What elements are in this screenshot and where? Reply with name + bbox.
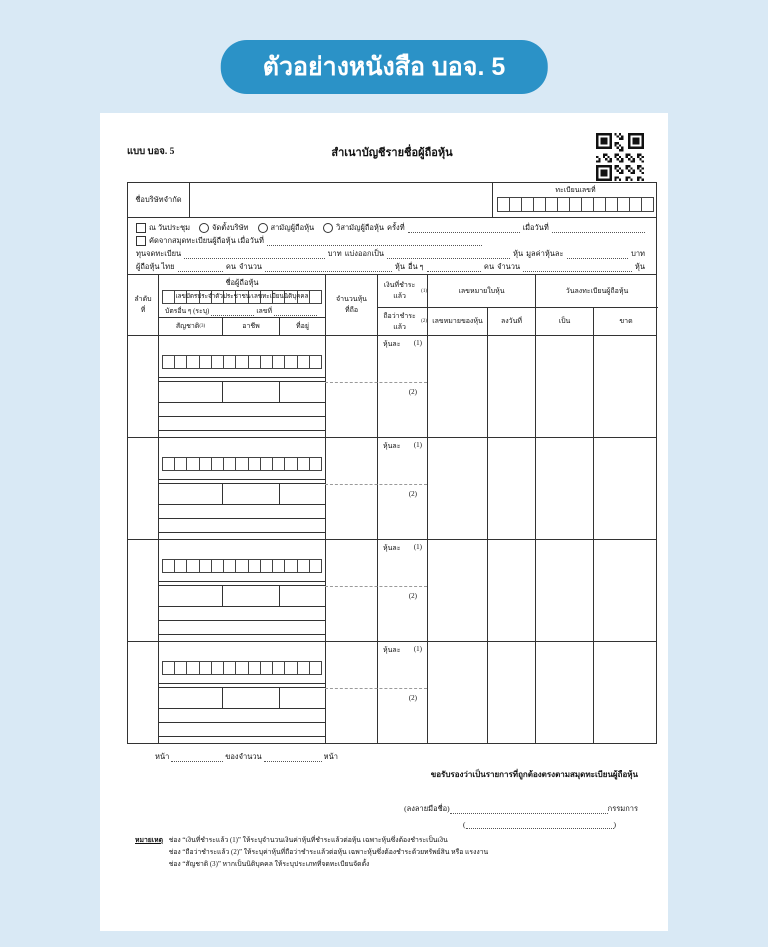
nationality-cell (159, 484, 222, 504)
nationality-occupation-address-row (159, 687, 325, 709)
per-share-label: หุ้นละ (383, 646, 401, 654)
nationality-occupation-address-row (159, 381, 325, 403)
registration-no-cell (492, 183, 658, 217)
ordinary-meeting-radio-icon (258, 223, 268, 233)
certificate-no-header: เลขหมายของหุ้น (427, 307, 487, 335)
capital-line (136, 247, 648, 260)
paren-close: ) (613, 819, 616, 829)
divided-blank (387, 249, 510, 259)
note-line-2 (135, 847, 488, 859)
page-count-line (155, 751, 340, 763)
shares-held-cell (325, 540, 377, 641)
other-card-blank-line (159, 369, 325, 378)
incorporation-radio-icon (199, 223, 209, 233)
form-code: แบบ บอจ. 5 (127, 147, 175, 157)
thai-count-blank (178, 262, 223, 272)
shareholder-row-group (127, 438, 657, 540)
per-share-label: หุ้นละ (383, 442, 401, 450)
seq-cell (128, 540, 158, 641)
meeting-date-label: เมื่อวันที่ (522, 222, 549, 232)
nationality-occupation-address-row (159, 585, 325, 607)
paid-divider-line (325, 688, 427, 689)
shareholder-name-cell (158, 540, 325, 641)
incorporation-label: จัดตั้งบริษัท (212, 222, 249, 232)
other-card-no-label: เลขที่ (256, 308, 272, 315)
shares-held-cell (325, 642, 377, 743)
signature-name-blank (466, 819, 614, 829)
address-cell (279, 484, 325, 504)
name-blank-line (159, 336, 325, 355)
par-value-blank (567, 249, 629, 259)
signature-line (404, 803, 638, 815)
certificate-column-header: เลขหมายใบหุ้น (427, 275, 535, 307)
deemed-paid-column-header: ถือว่าชำระแล้ว (2) (377, 307, 427, 335)
certificate-date-cell (487, 642, 535, 743)
occupation-cell (222, 484, 279, 504)
shareholders-thai-label: ผู้ถือหุ้น ไทย (136, 261, 175, 271)
certificate-date-cell (487, 336, 535, 437)
address-blank-line (159, 403, 325, 417)
address-blank-line (159, 607, 325, 621)
paid-cell (377, 540, 427, 641)
certificate-no-cell (427, 642, 487, 743)
director-label: กรรมการ (607, 804, 638, 813)
registered-in-cell (535, 438, 593, 539)
registered-out-cell (593, 336, 658, 437)
thai-amount-label: จำนวน (238, 261, 263, 271)
seq-cell (128, 642, 158, 743)
info-section (127, 218, 657, 275)
sample-document-badge (221, 40, 548, 94)
shares-held-cell (325, 336, 377, 437)
registered-out-cell (593, 540, 658, 641)
others-share-label: หุ้น (634, 261, 645, 271)
meeting-no-label: ครั้งที่ (387, 222, 405, 232)
par-value-baht-label: บาท (631, 248, 645, 258)
paid-cell (377, 336, 427, 437)
id-number-boxes (162, 355, 322, 369)
nationality-cell (159, 382, 222, 402)
page-no-blank (171, 752, 223, 762)
shareholder-name-cell (158, 336, 325, 437)
note-text-3: ช่อง “สัญชาติ (3)” หากเป็นนิติบุคคล ให้ระบุประเภทที่จดทะเบียนจัดตั้ง (168, 861, 370, 868)
certificate-date-header: ลงวันที่ (487, 307, 535, 335)
other-card-line (159, 304, 325, 317)
page-label: หน้า (155, 752, 170, 761)
address-cell (279, 688, 325, 708)
nationality-cell (159, 586, 222, 606)
signature-label: (ลงลายมือชื่อ) (404, 804, 450, 813)
signature-blank (450, 804, 608, 814)
qr-code-icon (596, 133, 644, 181)
ordinary-meeting-label: สามัญผู้ถือหุ้น (270, 222, 315, 232)
per-share-label: หุ้นละ (383, 340, 401, 348)
name-blank-line (159, 642, 325, 661)
other-card-blank-line (159, 573, 325, 582)
nationality-occupation-address-row (159, 483, 325, 505)
of-total-label: ของจำนวน (225, 752, 262, 761)
per-share-label: หุ้นละ (383, 544, 401, 552)
occupation-cell (222, 688, 279, 708)
others-persons-label: คน (483, 261, 495, 271)
certificate-date-cell (487, 438, 535, 539)
paid-column-header: เงินที่ชำระแล้ว (1) (377, 275, 427, 307)
occupation-cell (222, 586, 279, 606)
occupation-header: อาชีพ (222, 318, 279, 335)
per-share-ref2: (2) (408, 388, 417, 396)
others-count-blank (427, 262, 481, 272)
thai-share-label: หุ้น (394, 261, 405, 271)
shareholder-row-group (127, 540, 657, 642)
certificate-no-cell (427, 540, 487, 641)
address-cell (279, 586, 325, 606)
shareholder-name-cell (158, 438, 325, 539)
registration-no-boxes (497, 197, 654, 212)
per-share-ref1: (1) (413, 543, 422, 551)
id-number-boxes-row (162, 559, 322, 573)
registered-out-header: ขาด (593, 307, 658, 335)
name-blank-line (159, 438, 325, 457)
address-header: ที่อยู่ (279, 318, 325, 335)
company-name-field (190, 183, 492, 217)
address-blank-line (159, 709, 325, 723)
paid-divider-line (325, 382, 427, 383)
per-share-ref2: (2) (408, 694, 417, 702)
company-name-label: ชื่อบริษัทจำกัด (128, 183, 190, 217)
address-blank-line (159, 621, 325, 635)
certificate-date-cell (487, 540, 535, 641)
address-blank-line (159, 417, 325, 431)
paid-cell (377, 438, 427, 539)
registered-in-cell (535, 336, 593, 437)
seq-cell (128, 336, 158, 437)
address-cell (279, 382, 325, 402)
id-number-boxes-row (162, 457, 322, 471)
divided-share-label: หุ้น (513, 248, 524, 258)
note-text-1: ช่อง “เงินที่ชำระแล้ว (1)” ให้ระบุจำนวนเงินค่าหุ้นที่ชำระแล้วต่อหุ้น เฉพาะหุ้นซึ่งต้องชำระเป็นเงิน (168, 837, 448, 844)
registration-no-label: ทะเบียนเลขที่ (555, 186, 596, 194)
paren-open: ( (463, 819, 466, 829)
capital-blank (184, 249, 325, 259)
note-text-2: ช่อง “ถือว่าชำระแล้ว (2)” ให้ระบุค่าหุ้นที่ถือว่าชำระแล้วต่อหุ้น เฉพาะหุ้นซึ่งต้องชำระด้วยทรัพย์สิน หรือ แรงงาน (168, 849, 489, 856)
paid-divider-line (325, 484, 427, 485)
total-pages-blank (264, 752, 322, 762)
notes-title: หมายเหตุ (135, 837, 163, 844)
per-share-ref2: (2) (408, 490, 417, 498)
nationality-header: สัญชาติ (3) (175, 322, 206, 330)
certificate-no-cell (427, 336, 487, 437)
other-card-label: บัตรอื่น ๆ (ระบุ) (165, 308, 210, 315)
shareholder-row-group (127, 336, 657, 438)
others-shares-blank (523, 262, 632, 272)
id-number-overlay-label: เลขบัตรประจำตัวประชาชน/เลขทะเบียนนิติบุคคล (175, 293, 309, 300)
registered-in-header: เป็น (535, 307, 593, 335)
shareholders-line (136, 260, 648, 273)
per-share-ref1: (1) (413, 339, 422, 347)
id-number-boxes (162, 559, 322, 573)
extraordinary-meeting-radio-icon (323, 223, 333, 233)
other-card-blank-line (159, 471, 325, 480)
registered-out-cell (593, 642, 658, 743)
meeting-checkbox-icon (136, 223, 146, 233)
occupation-cell (222, 382, 279, 402)
id-number-boxes (162, 661, 322, 675)
name-subheaders (159, 317, 325, 335)
per-share-ref2: (2) (408, 592, 417, 600)
others-amount-label: จำนวน (497, 261, 521, 271)
shares-held-cell (325, 438, 377, 539)
table-body (127, 336, 657, 744)
note-line-3 (135, 859, 488, 871)
registration-date-column-header: วันลงทะเบียนผู้ถือหุ้น (535, 275, 658, 307)
other-card-blank (211, 306, 254, 316)
capital-baht-label: บาท (327, 248, 342, 258)
address-blank-line (159, 519, 325, 533)
copied-checkbox-icon (136, 236, 146, 246)
per-share-ref1: (1) (413, 645, 422, 653)
shareholder-row-group (127, 642, 657, 744)
id-number-boxes (162, 457, 322, 471)
extraordinary-meeting-label: วิสามัญผู้ถือหุ้น (336, 222, 385, 232)
others-label: อื่น ๆ (408, 261, 424, 271)
registered-out-cell (593, 438, 658, 539)
page-title: สำเนาบัญชีรายชื่อผู้ถือหุ้น (331, 147, 453, 159)
meeting-no-blank (408, 223, 520, 233)
name-blank-line (159, 540, 325, 559)
seq-column-header: ลำดับ ที่ (134, 295, 152, 314)
thai-persons-label: คน (225, 261, 236, 271)
note-line-1 (135, 835, 488, 847)
meeting-type-line (136, 221, 648, 234)
form-body (127, 182, 657, 744)
address-blank-line (159, 505, 325, 519)
thai-shares-blank (265, 262, 392, 272)
other-card-no-blank (274, 306, 317, 316)
par-value-label: มูลค่าหุ้นละ (526, 248, 564, 258)
registered-in-cell (535, 540, 593, 641)
registered-in-cell (535, 642, 593, 743)
copied-from-register-line (136, 234, 648, 247)
id-number-boxes-row (162, 661, 322, 675)
company-row (127, 182, 657, 218)
capital-label: ทุนจดทะเบียน (136, 248, 182, 258)
address-blank-line (159, 723, 325, 737)
copied-label: คัดจากสมุดทะเบียนผู้ถือหุ้น เมื่อวันที่ (149, 235, 264, 245)
divided-label: แบ่งออกเป็น (344, 248, 384, 258)
shares-held-column-header: จำนวนหุ้น ที่ถือ (325, 275, 377, 335)
certificate-no-cell (427, 438, 487, 539)
per-share-ref1: (1) (413, 441, 422, 449)
paid-divider-line (325, 586, 427, 587)
nationality-cell (159, 688, 222, 708)
certification-text: ขอรับรองว่าเป็นรายการที่ถูกต้องตรงตามสมุดทะเบียนผู้ถือหุ้น (430, 770, 638, 779)
other-card-blank-line (159, 675, 325, 684)
shareholder-name-cell (158, 642, 325, 743)
meeting-date-blank (552, 223, 645, 233)
notes-section (135, 835, 488, 871)
at-meeting-label: ณ วันประชุม (149, 222, 191, 232)
page-suffix-label: หน้า (323, 752, 338, 761)
seq-cell (128, 438, 158, 539)
name-header-label: ชื่อผู้ถือหุ้น (225, 278, 259, 287)
table-header (127, 275, 657, 336)
shareholder-name-column-header (158, 275, 325, 335)
copied-date-blank (267, 236, 482, 246)
signature-name-line (463, 819, 616, 829)
boj5-form-page (100, 113, 668, 931)
id-number-boxes-header (162, 290, 322, 304)
badge-label: ตัวอย่างหนังสือ บอจ. 5 (262, 53, 506, 81)
paid-cell (377, 642, 427, 743)
id-number-boxes-row (162, 355, 322, 369)
